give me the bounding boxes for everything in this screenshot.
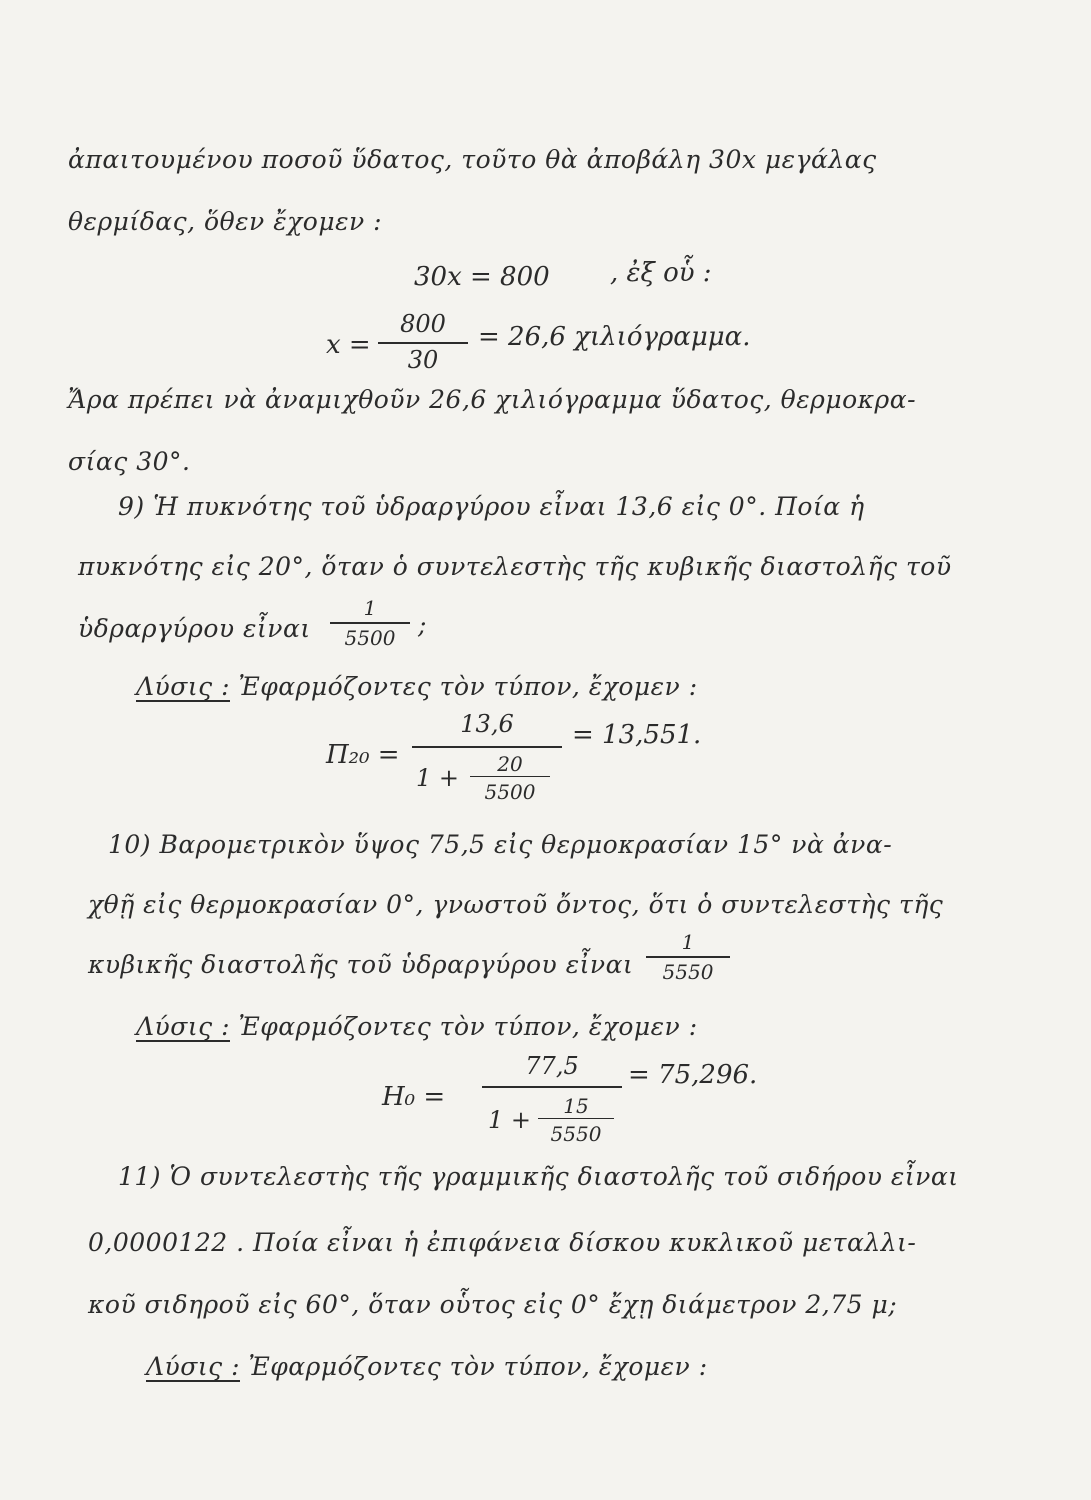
solution-label: Λύσις : — [136, 1012, 230, 1041]
problem-10-line: χθῇ εἰς θερμοκρασίαν 0°, γνωστοῦ ὄντος, ὅτι ὁ συντελεστὴς τῆς — [88, 890, 944, 919]
problem-10-line: κυβικῆς διαστολῆς τοῦ ὑδραργύρου εἶναι — [88, 950, 634, 979]
solution-text: Ἐφαρμόζοντες τὸν τύπον, ἔχομεν : — [238, 672, 698, 701]
equation-lhs: x = — [326, 330, 371, 360]
solution-label: Λύσις : — [136, 672, 230, 701]
fraction-numerator: 1 — [681, 930, 695, 954]
text-line: ἀπαιτουμένου ποσοῦ ὕδατος, τοῦτο θὰ ἀποβάλη 30x μεγάλας — [68, 145, 877, 174]
text-line: θερμίδας, ὅθεν ἔχομεν : — [68, 207, 383, 236]
inner-denominator: 5550 — [550, 1122, 602, 1146]
problem-11-line: 0,0000122 . Ποία εἶναι ἡ ἐπιφάνεια δίσκου κυκλικοῦ μεταλλι- — [88, 1228, 917, 1257]
fraction-bar — [412, 746, 562, 748]
fraction-height — [482, 1052, 622, 1152]
equation-rhs: = 26,6 χιλιόγραμμα. — [478, 322, 751, 352]
fraction-bar — [646, 956, 730, 958]
solution-9 — [136, 672, 698, 701]
fraction-bar — [378, 342, 468, 344]
fraction-denominator: 5550 — [662, 960, 714, 984]
solution-10 — [136, 1012, 698, 1041]
inner-fraction-bar — [470, 776, 550, 777]
equation-rhs: = 13,551. — [572, 720, 702, 750]
question-mark: ; — [418, 610, 427, 639]
fraction-denominator: 5500 — [344, 626, 396, 650]
equation-lhs: H₀ = — [382, 1082, 446, 1112]
inner-fraction-bar — [538, 1118, 614, 1119]
problem-9-line: 9) Ἡ πυκνότης τοῦ ὑδραργύρου εἶναι 13,6 εἰς 0°. Ποία ἡ — [118, 492, 865, 521]
fraction-numerator: 77,5 — [525, 1052, 579, 1080]
fraction-1-5550 — [646, 926, 730, 996]
fraction-1-5500 — [330, 592, 410, 662]
fraction-density — [412, 708, 562, 808]
problem-9-line: ὑδραργύρου εἶναι — [78, 614, 311, 643]
solution-label: Λύσις : — [146, 1352, 240, 1381]
solution-11 — [146, 1352, 708, 1381]
equation-lhs: Π₂₀ = — [326, 740, 400, 770]
fraction-denominator: 30 — [407, 346, 439, 374]
fraction-numerator: 13,6 — [460, 710, 514, 738]
equation-30x: 30x = 800 — [414, 262, 550, 292]
inner-numerator: 20 — [497, 752, 523, 776]
fraction-800-30 — [378, 310, 468, 380]
problem-11-line: κοῦ σιδηροῦ εἰς 60°, ὅταν οὗτος εἰς 0° ἔχῃ διάμετρον 2,75 μ; — [88, 1290, 898, 1319]
problem-10-line: 10) Βαρομετρικὸν ὕψος 75,5 εἰς θερμοκρασίαν 15° νὰ ἀνα- — [108, 830, 893, 859]
fraction-numerator: 800 — [400, 310, 446, 338]
solution-text: Ἐφαρμόζοντες τὸν τύπον, ἔχομεν : — [238, 1012, 698, 1041]
text-line: σίας 30°. — [68, 447, 191, 476]
fraction-denominator: 1 + — [488, 1106, 532, 1134]
problem-11-line: 11) Ὁ συντελεστὴς τῆς γραμμικῆς διαστολῆς τοῦ σιδήρου εἶναι — [118, 1162, 959, 1191]
inner-denominator: 5500 — [484, 780, 536, 804]
equation-text: , ἐξ οὗ : — [610, 258, 712, 288]
inner-numerator: 15 — [563, 1094, 589, 1118]
problem-9-line: πυκνότης εἰς 20°, ὅταν ὁ συντελεστὴς τῆς κυβικῆς διαστολῆς τοῦ — [78, 552, 952, 581]
solution-text: Ἐφαρμόζοντες τὸν τύπον, ἔχομεν : — [248, 1352, 708, 1381]
fraction-bar — [330, 622, 410, 624]
fraction-bar — [482, 1086, 622, 1088]
text-line: Ἄρα πρέπει νὰ ἀναμιχθοῦν 26,6 χιλιόγραμμα ὕδατος, θερμοκρα- — [68, 385, 917, 414]
fraction-denominator: 1 + — [416, 764, 460, 792]
fraction-numerator: 1 — [363, 596, 377, 620]
equation-rhs: = 75,296. — [628, 1060, 758, 1090]
